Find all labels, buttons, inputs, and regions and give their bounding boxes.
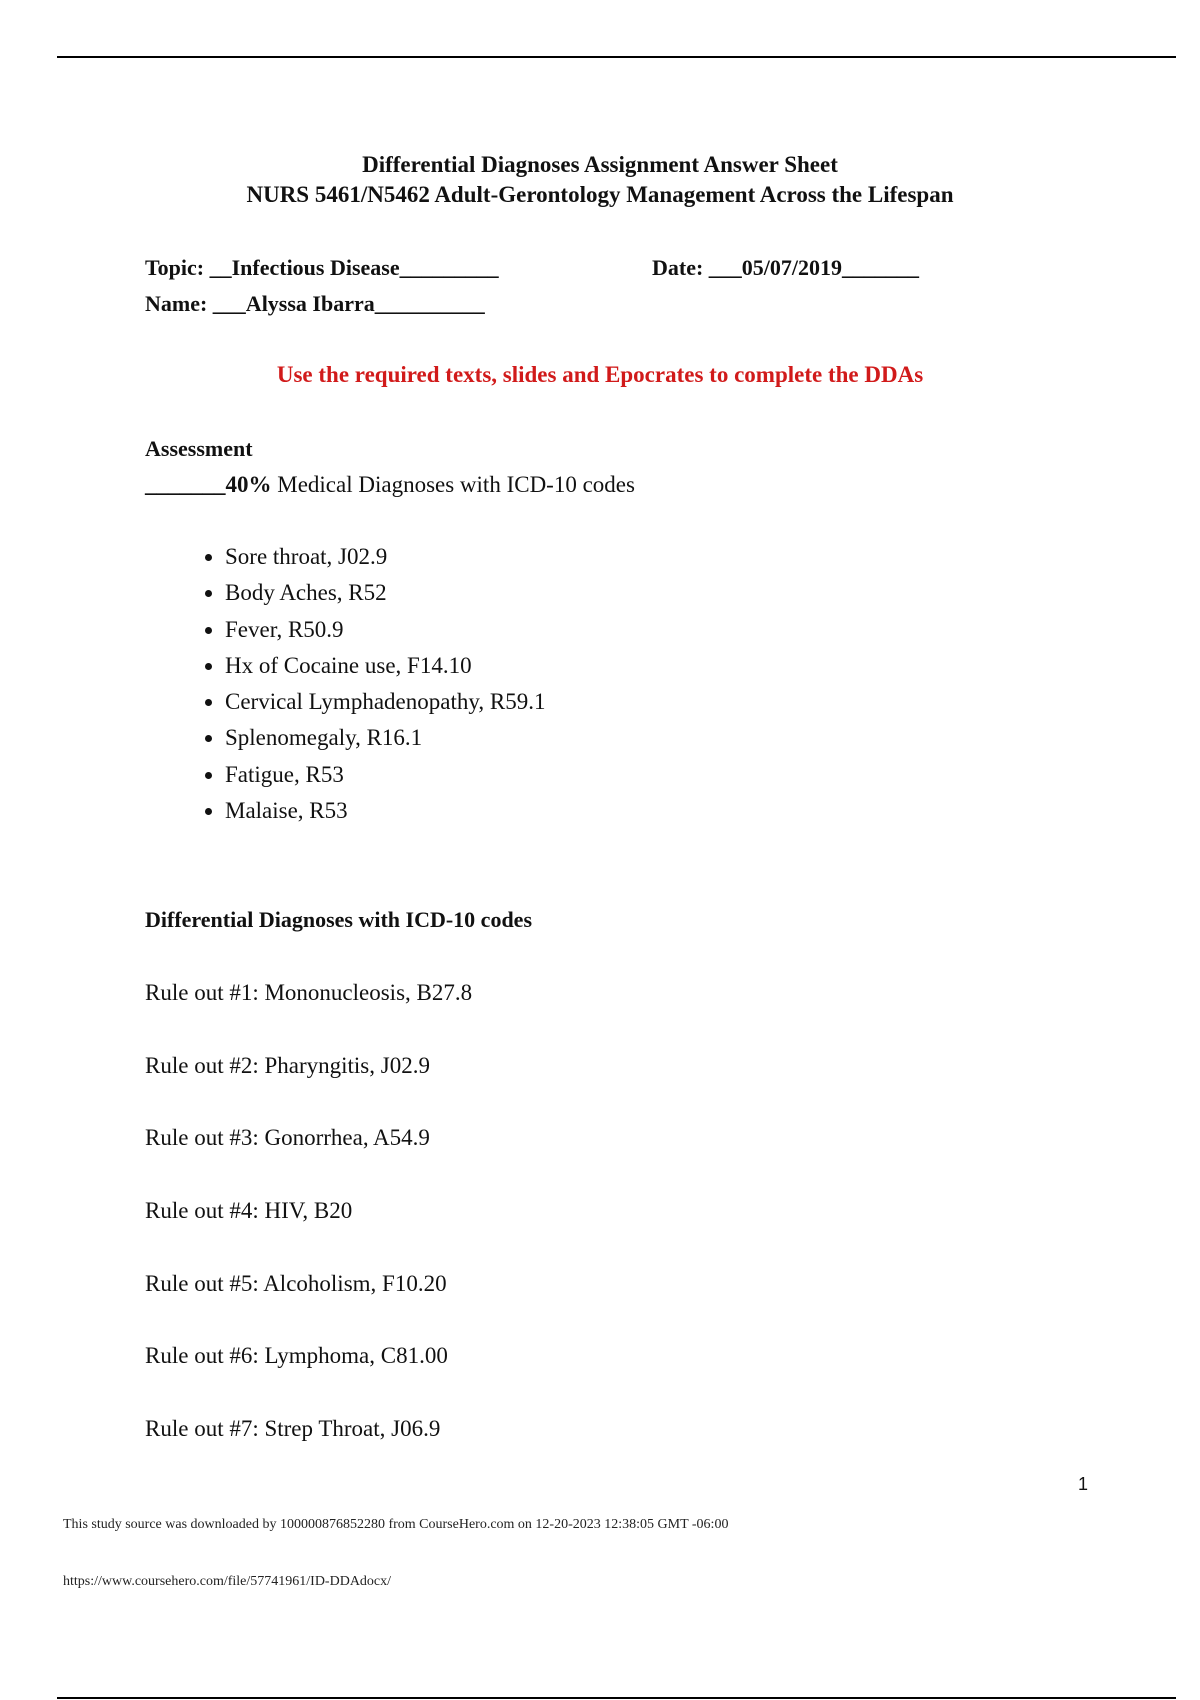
date-field: Date: ___05/07/2019_______ bbox=[652, 255, 920, 280]
assessment-percent: 40% bbox=[225, 472, 272, 497]
rule-out-item: Rule out #4: HIV, B20 bbox=[145, 1198, 353, 1223]
rule-out-item: Rule out #3: Gonorrhea, A54.9 bbox=[145, 1125, 430, 1150]
assessment-blank: _______ bbox=[145, 472, 226, 497]
rule-out-item: Rule out #7: Strep Throat, J06.9 bbox=[145, 1416, 441, 1441]
list-item: • Splenomegaly, R16.1 bbox=[225, 721, 545, 757]
footer-source: This study source was downloaded by 100000876852280 from CourseHero.com on 12-20-2023 12:38:05 GMT -06:00 bbox=[63, 1517, 729, 1532]
differentials-heading: Differential Diagnoses with ICD-10 codes bbox=[145, 907, 533, 932]
topic-field: Topic: __Infectious Disease_________ bbox=[145, 255, 499, 280]
name-field: Name: ___Alyssa Ibarra__________ bbox=[145, 291, 485, 316]
list-item: • Sore throat, J02.9 bbox=[225, 540, 545, 576]
assessment-line bbox=[145, 472, 635, 498]
rule-out-item: Rule out #5: Alcoholism, F10.20 bbox=[145, 1271, 447, 1296]
rule-out-item: Rule out #2: Pharyngitis, J02.9 bbox=[145, 1053, 430, 1078]
list-item: • Fatigue, R53 bbox=[225, 758, 545, 794]
page-number: 1 bbox=[1078, 1474, 1089, 1494]
instruction-text: Use the required texts, slides and Epocrates to complete the DDAs bbox=[276, 362, 924, 387]
document-title: Differential Diagnoses Assignment Answer Sheet bbox=[362, 152, 838, 177]
course-title: NURS 5461/N5462 Adult-Gerontology Management Across the Lifespan bbox=[246, 182, 954, 207]
rule-out-item: Rule out #1: Mononucleosis, B27.8 bbox=[145, 980, 473, 1005]
list-item: • Hx of Cocaine use, F14.10 bbox=[225, 649, 545, 685]
rule-out-item: Rule out #6: Lymphoma, C81.00 bbox=[145, 1343, 448, 1368]
assessment-heading: Assessment bbox=[145, 436, 253, 461]
list-item: • Malaise, R53 bbox=[225, 794, 545, 830]
list-item: • Fever, R50.9 bbox=[225, 613, 545, 649]
list-item: • Cervical Lymphadenopathy, R59.1 bbox=[225, 685, 545, 721]
top-rule bbox=[57, 56, 1176, 58]
diagnosis-list bbox=[145, 540, 545, 830]
assessment-label: Medical Diagnoses with ICD-10 codes bbox=[271, 472, 635, 497]
bottom-rule bbox=[57, 1697, 1176, 1699]
list-item: • Body Aches, R52 bbox=[225, 576, 545, 612]
footer-url[interactable]: https://www.coursehero.com/file/57741961/ID-DDAdocx/ bbox=[63, 1574, 392, 1589]
